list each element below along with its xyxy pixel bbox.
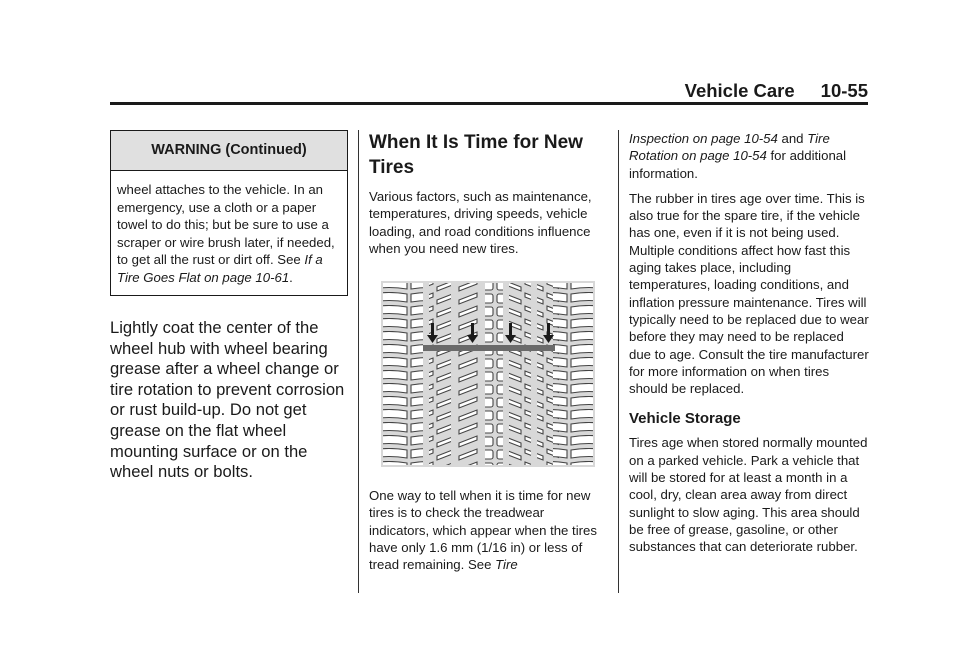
warning-box: [110, 130, 348, 296]
tire-inspection-link[interactable]: Inspection on page 10-54: [629, 131, 778, 146]
tread-rib: [509, 283, 531, 465]
flat-tire-link[interactable]: If a Tire Goes Flat on page 10-61: [117, 252, 323, 285]
page-number: 10-55: [820, 80, 868, 101]
tread-rib: [429, 283, 451, 465]
section-title: Vehicle Care: [684, 80, 795, 101]
treadwear-text: One way to tell when it is time for new tires is to check the treadwear indicators, which appear when the tires have only 1.6 mm (1/16 in) or less of tread remaining. See: [369, 488, 597, 573]
continuation-paragraph: [629, 130, 869, 182]
hub-paragraph: Lightly coat the center of the wheel hub with wheel bearing grease after a wheel change or tire rotation to prevent corrosion or rust build-up. Do not get grease on the flat wheel mounting surface or on the wheel nuts or bolts.: [110, 318, 345, 482]
treadwear-indicator-figure: [369, 279, 607, 469]
tread-rib: [457, 283, 479, 465]
continuation-end: for additional information.: [629, 148, 847, 181]
new-tires-intro: Various factors, such as maintenance, temperatures, driving speeds, vehicle loading, and road conditions influence when you need new tires.: [369, 189, 592, 256]
column-2: [369, 130, 607, 574]
header-rule: [110, 102, 868, 105]
column-divider: [618, 130, 619, 593]
and-text: and: [777, 131, 808, 146]
warning-text: wheel attaches to the vehicle. In an emergency, use a cloth or a paper towel to do this; but be sure to use a scraper or wire brush later, if needed, to get all the rust or dirt off. See: [117, 182, 335, 267]
aging-paragraph: The rubber in tires age over time. This is also true for the spare tire, if the vehicle has one, even if it is not being used. Multiple conditions affect how fast this aging takes place, including temperatures, loading conditions, and inflation pressure maintenance. Tires will typically need to be replaced due to wear before they may need to be replaced due to age. Consult the tire manufacturer for more information on when tires should be replaced.: [629, 190, 869, 397]
warning-end: .: [289, 269, 293, 285]
treadwear-paragraph: [369, 487, 607, 573]
tire-inspection-link-start[interactable]: Tire: [495, 557, 518, 573]
page-header: [110, 80, 868, 102]
tread-rib: [485, 283, 503, 465]
column-divider: [358, 130, 359, 593]
tread-rib: [553, 283, 593, 465]
column-1: [110, 130, 348, 483]
warning-title: WARNING (Continued): [111, 131, 347, 171]
tire-rotation-link[interactable]: Tire Rotation on page 10-54: [629, 131, 830, 164]
vehicle-storage-heading: Vehicle Storage: [629, 410, 741, 428]
tread-rib: [383, 283, 423, 465]
wear-bar: [423, 345, 555, 351]
column-3: [629, 130, 869, 556]
new-tires-heading: When It Is Time for New Tires: [369, 132, 583, 178]
storage-paragraph: Tires age when stored normally mounted on a parked vehicle. Park a vehicle that will be stored for at least a month in a cool, dry, clean area away from direct sunlight to slow aging. This area should be free of grease, gasoline, or other substances that can deteriorate rubber.: [629, 435, 868, 555]
warning-body: [111, 171, 347, 295]
